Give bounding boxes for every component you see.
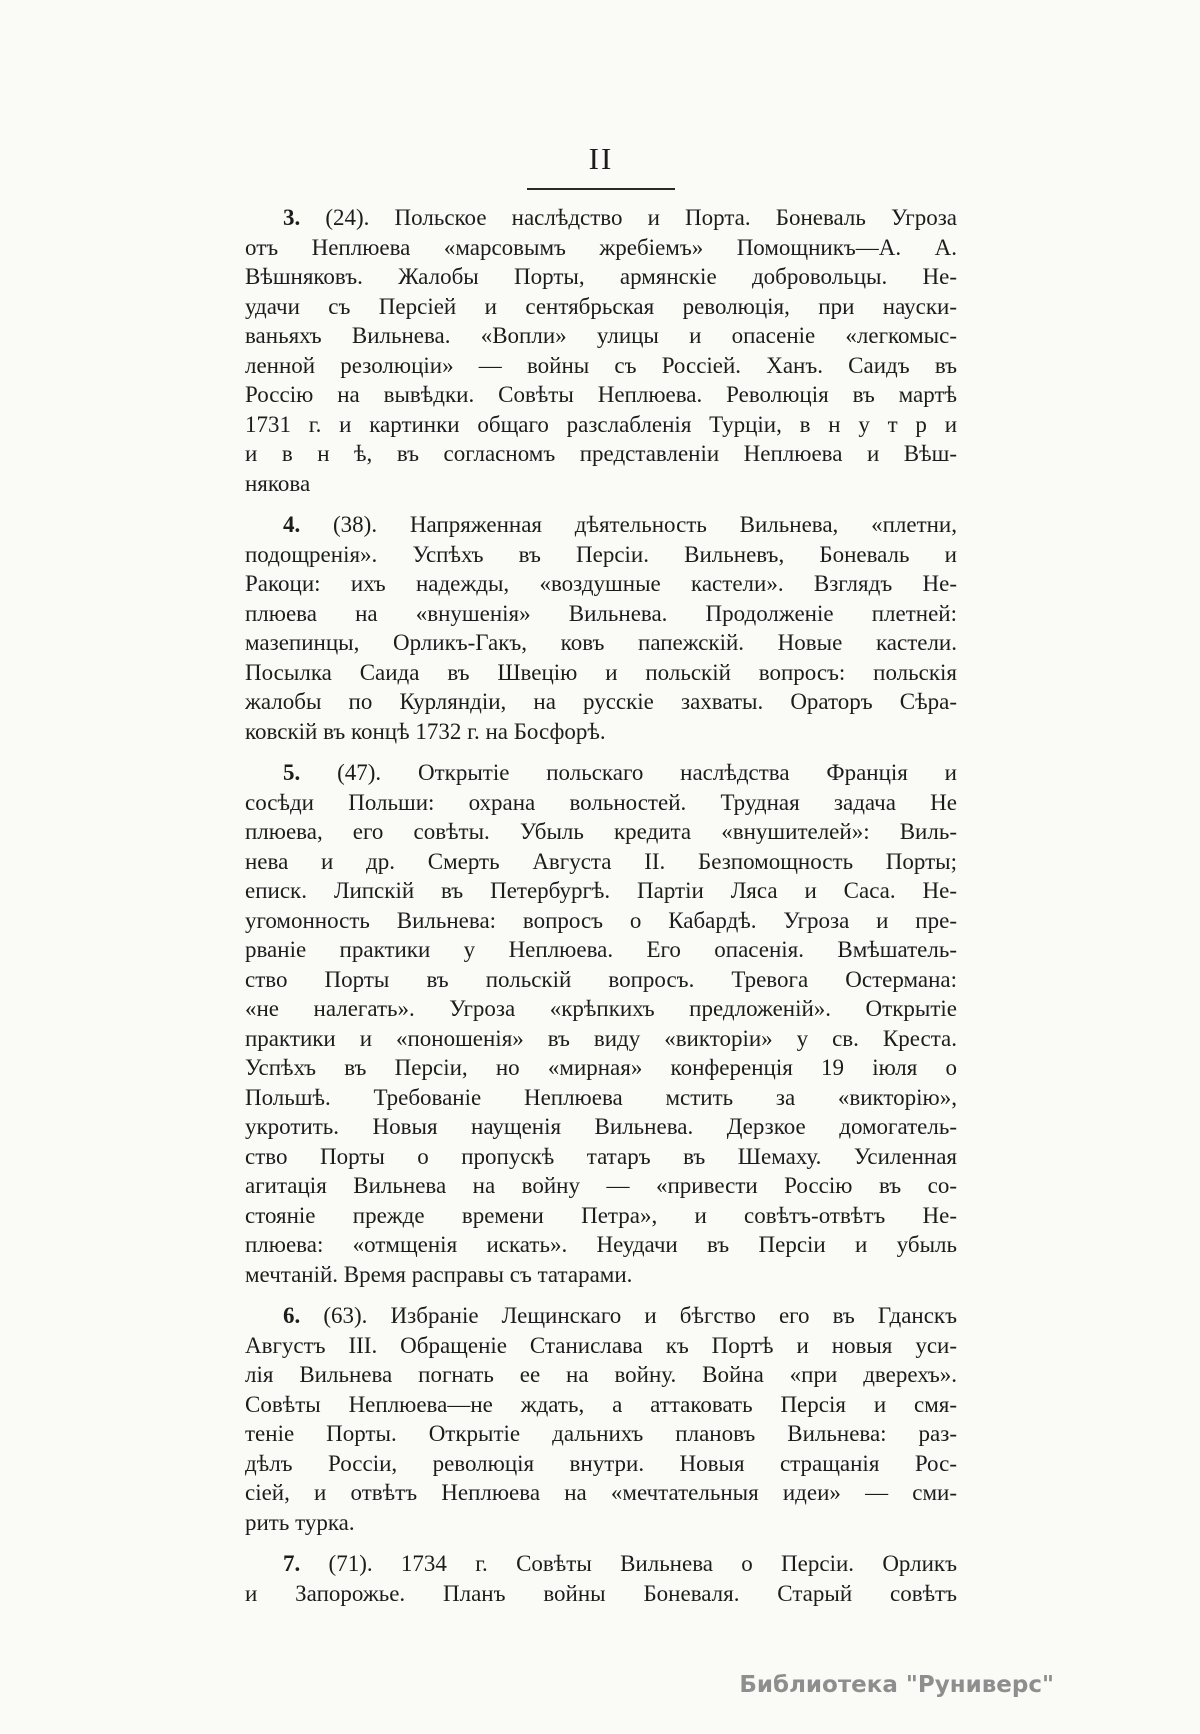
- toc-line: някова: [245, 470, 311, 496]
- toc-line: удачи съ Персіей и сентябрьская революція, при науски-: [245, 293, 957, 319]
- toc-line: плюева, его совѣты. Убыль кредита «внушителей»: Виль-: [245, 819, 957, 844]
- toc-line: мечтаній. Время расправы съ татарами.: [245, 1261, 633, 1287]
- toc-line: 7. (71). 1734 г. Совѣты Вильнева о Персіи. Орликъ: [283, 1551, 957, 1576]
- toc-line: укротить. Новыя наущенія Вильнева. Дерзкое домогатель-: [245, 1114, 957, 1139]
- toc-line: ленной резолюціи» — войны съ Россіей. Ханъ. Саидъ въ: [245, 352, 957, 378]
- section-number: 5.: [283, 760, 301, 785]
- toc-line: «не налегать». Угроза «крѣпкихъ предложеній». Открытіе: [245, 996, 957, 1021]
- section-page-ref: (24).: [300, 205, 395, 230]
- toc-line: угомонность Вильнева: вопросъ о Кабардѣ. Угроза и пре-: [245, 907, 957, 933]
- section-number: 6.: [283, 1303, 301, 1328]
- toc-line: Россію на вывѣдки. Совѣты Неплюева. Революція въ мартѣ: [245, 382, 957, 407]
- toc-line: ство Порты о пропускѣ татаръ въ Шемаху. Усиленная: [245, 1143, 957, 1169]
- toc-entry: [245, 203, 957, 498]
- toc-line: и в н ѣ, въ согласномъ представленіи Неплюева и Вѣш-: [245, 441, 957, 466]
- toc-line: ваньяхъ Вильнева. «Вопли» улицы и опасеніе «легкомыс-: [245, 323, 957, 348]
- toc-line: лія Вильнева погнать ее на войну. Война «при дверехъ».: [245, 1362, 957, 1387]
- toc-line: стояніе прежде времени Петра», и совѣтъ-отвѣтъ Не-: [245, 1202, 957, 1228]
- toc-line: ство Порты въ польскій вопросъ. Тревога Остермана:: [245, 966, 957, 992]
- section-number: 3.: [283, 205, 301, 230]
- toc-line: еписк. Липскій въ Петербургѣ. Партіи Ляса и Саса. Не-: [245, 878, 957, 903]
- chapter-numeral: II: [588, 141, 614, 176]
- section-page-ref: (71).: [300, 1551, 401, 1576]
- toc-line: ковскій въ концѣ 1732 г. на Босфорѣ.: [245, 718, 606, 744]
- toc-sections: [245, 203, 957, 1608]
- section-page-ref: (38).: [300, 512, 410, 537]
- toc-line: сосѣди Польши: охрана вольностей. Трудная задача Не: [245, 789, 957, 815]
- toc-line: плюева: «отмщенія искать». Неудачи въ Персіи и убыль: [245, 1232, 957, 1257]
- toc-line: 3. (24). Польское наслѣдство и Порта. Боневаль Угроза: [283, 205, 957, 230]
- toc-line: и Запорожье. Планъ войны Боневаля. Старый совѣтъ: [245, 1580, 957, 1606]
- toc-line: нева и др. Смерть Августа II. Безпомощность Порты;: [245, 848, 957, 874]
- toc-line: теніе Порты. Открытіе дальнихъ плановъ Вильнева: раз-: [245, 1421, 957, 1446]
- chapter-heading: [245, 143, 957, 190]
- toc-entry: [245, 510, 957, 746]
- toc-line: рваніе практики у Неплюева. Его опасенія. Вмѣшатель-: [245, 937, 957, 962]
- toc-line: 5. (47). Открытіе польскаго наслѣдства Франція и: [283, 760, 957, 785]
- toc-line: 1731 г. и картинки общаго разслабленія Турціи, в н у т р и: [245, 411, 957, 437]
- toc-line: 4. (38). Напряженная дѣятельность Вильнева, «плетни,: [283, 512, 957, 537]
- library-watermark: Библиотека "Руниверс": [739, 1672, 1054, 1698]
- toc-entry: [245, 1301, 957, 1537]
- toc-line: рить турка.: [245, 1509, 355, 1535]
- toc-line: мазепинцы, Орликъ-Гакъ, ковъ папежскій. Новые кастели.: [245, 630, 957, 655]
- section-page-ref: (47).: [300, 760, 418, 785]
- toc-line: отъ Неплюева «марсовымъ жребіемъ» Помощникъ—А. А.: [245, 234, 957, 260]
- toc-line: сіей, и отвѣтъ Неплюева на «мечтательныя идеи» — сми-: [245, 1480, 957, 1505]
- section-page-ref: (63).: [300, 1303, 391, 1328]
- section-number: 7.: [283, 1551, 301, 1576]
- toc-entry: [245, 758, 957, 1289]
- toc-line: Вѣшняковъ. Жалобы Порты, армянскіе добровольцы. Не-: [245, 264, 957, 289]
- toc-line: агитація Вильнева на войну — «привести Россію въ со-: [245, 1173, 957, 1198]
- toc-line: жалобы по Курляндіи, на русскіе захваты. Ораторъ Сѣра-: [245, 689, 957, 714]
- toc-line: Посылка Саида въ Швецію и польскій вопросъ: польскія: [245, 659, 957, 685]
- toc-line: практики и «поношенія» въ виду «викторіи» у св. Креста.: [245, 1025, 957, 1051]
- toc-line: дѣлъ Россіи, революція внутри. Новыя стращанія Рос-: [245, 1450, 957, 1476]
- toc-entry: [245, 1549, 957, 1608]
- chapter-rule: [527, 188, 675, 190]
- toc-line: 6. (63). Избраніе Лещинскаго и бѣгство его въ Гданскъ: [283, 1303, 957, 1328]
- toc-line: плюева на «внушенія» Вильнева. Продолженіе плетней:: [245, 600, 957, 626]
- toc-line: Августъ III. Обращеніе Станислава къ Портѣ и новыя уси-: [245, 1332, 957, 1358]
- toc-line: Ракоци: ихъ надежды, «воздушные кастели». Взглядъ Не-: [245, 571, 957, 596]
- toc-line: Польшѣ. Требованіе Неплюева мстить за «викторію»,: [245, 1084, 957, 1110]
- section-number: 4.: [283, 512, 301, 537]
- toc-line: Успѣхъ въ Персіи, но «мирная» конференція 19 іюля о: [245, 1055, 957, 1080]
- toc-line: Совѣты Неплюева—не ждать, а аттаковать Персія и смя-: [245, 1391, 957, 1417]
- toc-line: подощренія». Успѣхъ въ Персіи. Вильневъ, Боневаль и: [245, 541, 957, 567]
